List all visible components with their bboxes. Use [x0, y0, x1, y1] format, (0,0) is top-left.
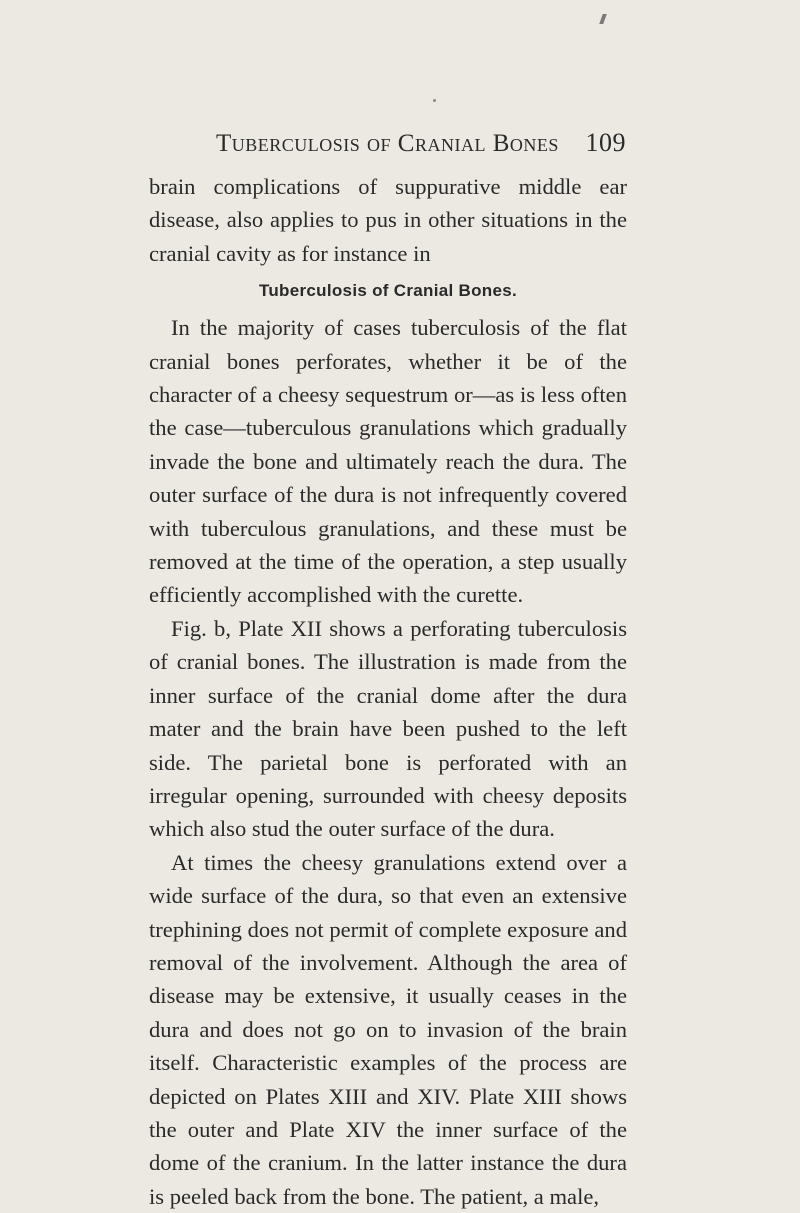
section-heading: Tuberculosis of Cranial Bones.	[258, 281, 518, 301]
paragraph: In the majority of cases tuberculosis of the flat cranial bones perforates, whether it be of the character of a cheesy sequestrum or—as is less often the case—tuberculous granulations which gradually invade the bone and ultimately reach the dura. The outer surface of the dura is not infrequently covered with tuberculous granulations, and these must be removed at the time of the operation, a step usually efficiently accomplished with the curette.	[149, 315, 627, 608]
print-mark	[599, 14, 607, 24]
paragraph: At times the cheesy granulations extend over a wide surface of the dura, so that even an extensive trephining does not permit of complete exposure and removal of the involvement. Although the area of disease may be extensive, it usually ceases in the dura and does not go on to invasion of the brain itself. Characteristic examples of the process are depicted on Plates XIII and XIV. Plate XIII shows the outer and Plate XIV the inner surface of the dome of the cranium. In the latter instance the dura is peeled back from the bone. The patient, a male,	[149, 849, 627, 1209]
body-text	[149, 170, 627, 1213]
page-number: 109	[585, 128, 626, 157]
running-title: Tuberculosis of Cranial Bones	[216, 130, 559, 157]
print-speck	[433, 99, 436, 102]
paragraph: Fig. b, Plate XII shows a perforating tuberculosis of cranial bones. The illustration is made from the inner surface of the cranial dome after the dura mater and the brain have been pushed to the left side. The parietal bone is perforated with an irregular opening, surrounded with cheesy deposits which also stud the outer surface of the dura.	[149, 615, 627, 842]
opening-paragraph: brain complications of suppurative middle ear disease, also applies to pus in other situations in the cranial cavity as for instance in	[149, 174, 627, 266]
running-head	[216, 128, 626, 160]
